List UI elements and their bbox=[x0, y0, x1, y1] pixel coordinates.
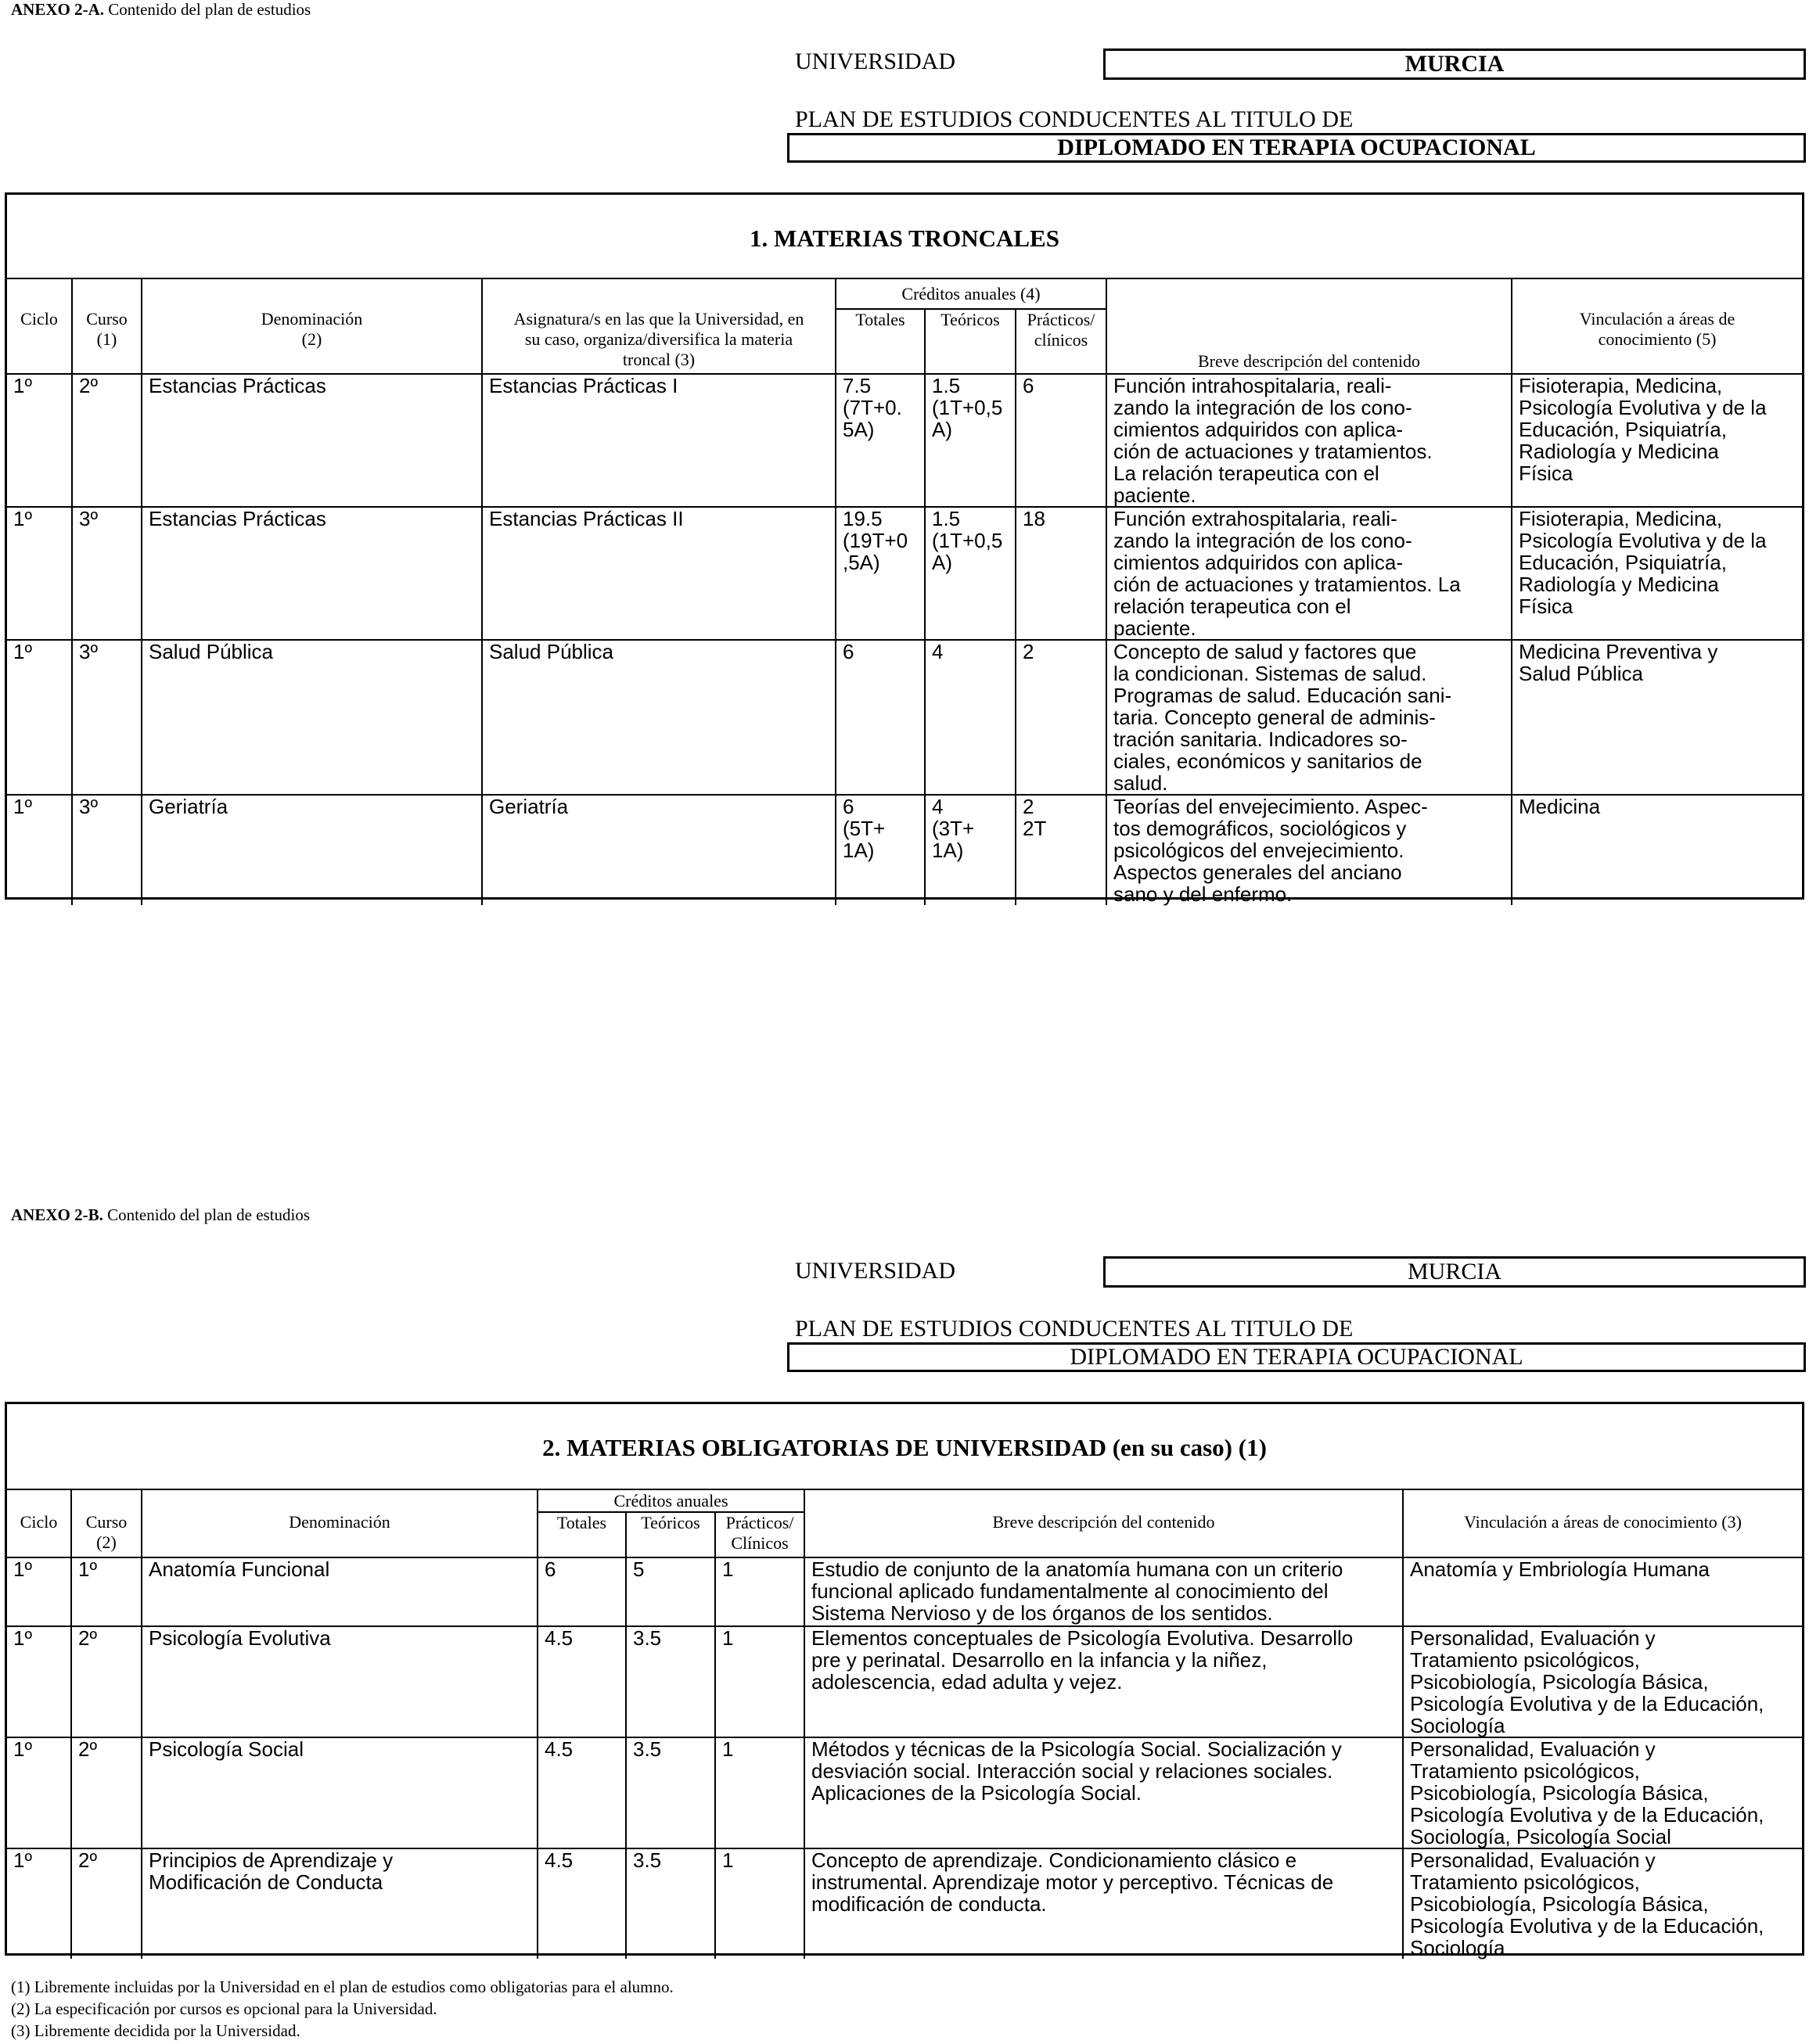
cell-descripcion: Función intrahospitalaria, reali- zando la integración de los cono- cimientos adquiridos con aplica- ción de actuaciones y tratamientos. La relación terapeutica con el paciente. bbox=[1106, 374, 1512, 507]
cell-asignatura: Estancias Prácticas II bbox=[482, 507, 836, 640]
header-spacer bbox=[1512, 279, 1802, 309]
footnotes bbox=[11, 1976, 674, 2042]
cell-descripcion: Concepto de aprendizaje. Condicionamiento clásico e instrumental. Aprendizaje motor y perceptivo. Técnicas de modificación de conducta. bbox=[804, 1848, 1403, 1959]
cell-descripcion: Elementos conceptuales de Psicología Evolutiva. Desarrollo pre y perinatal. Desarrollo en la infancia y la niñez, adolescencia, edad adulta y vejez. bbox=[804, 1626, 1403, 1737]
cell-teoricos: 3.5 bbox=[626, 1737, 715, 1848]
cell-curso: 2º bbox=[71, 1626, 142, 1737]
col-header-vinculacion: Vinculación a áreas de conocimiento (5) bbox=[1512, 309, 1802, 374]
cell-descripcion: Teorías del envejecimiento. Aspec- tos demográficos, sociológicos y psicológicos del envejecimiento. Aspectos generales del anciano sano y del enfermo. bbox=[1106, 795, 1512, 905]
cell-teoricos: 1.5 (1T+0,5 A) bbox=[925, 374, 1016, 507]
header-spacer bbox=[7, 279, 72, 309]
col-header-practicos: Prácticos/ clínicos bbox=[1016, 309, 1106, 374]
annex-a-heading bbox=[11, 0, 311, 20]
cell-descripcion: Concepto de salud y factores que la condicionan. Sistemas de salud. Programas de salud. Educación sani- taria. Concepto general de adminis- tración sanitaria. Indicadores so- ciales, económicos y sanitarios de salud. bbox=[1106, 640, 1512, 795]
cell-denominacion: Estancias Prácticas bbox=[142, 507, 482, 640]
cell-vinculacion: Medicina bbox=[1512, 795, 1802, 905]
cell-denominacion: Principios de Aprendizaje y Modificación de Conducta bbox=[142, 1848, 538, 1959]
cell-vinculacion: Medicina Preventiva y Salud Pública bbox=[1512, 640, 1802, 795]
cell-totales: 6 (5T+ 1A) bbox=[836, 795, 925, 905]
obligatorias-frame bbox=[5, 1402, 1804, 1960]
col-header-curso: Curso (1) bbox=[72, 309, 142, 374]
table-row bbox=[7, 1557, 1802, 1626]
cell-teoricos: 3.5 bbox=[626, 1626, 715, 1737]
cell-curso: 1º bbox=[71, 1557, 142, 1626]
cell-denominacion: Psicología Evolutiva bbox=[142, 1626, 538, 1737]
titulo-value-box: DIPLOMADO EN TERAPIA OCUPACIONAL bbox=[787, 1342, 1806, 1372]
cell-curso: 3º bbox=[72, 507, 142, 640]
annex-a-subtitle: Contenido del plan de estudios bbox=[104, 0, 311, 19]
cell-ciclo: 1º bbox=[7, 795, 72, 905]
col-header-practicos: Prácticos/ Clínicos bbox=[715, 1512, 804, 1557]
cell-ciclo: 1º bbox=[7, 1626, 71, 1737]
cell-practicos: 1 bbox=[715, 1626, 804, 1737]
universidad-label: UNIVERSIDAD bbox=[795, 1258, 955, 1284]
cell-ciclo: 1º bbox=[7, 1848, 71, 1959]
cell-teoricos: 5 bbox=[626, 1557, 715, 1626]
cell-denominacion: Estancias Prácticas bbox=[142, 374, 482, 507]
cell-totales: 4.5 bbox=[538, 1737, 626, 1848]
cell-denominacion: Anatomía Funcional bbox=[142, 1557, 538, 1626]
col-header-teoricos: Teóricos bbox=[626, 1512, 715, 1557]
cell-ciclo: 1º bbox=[7, 374, 72, 507]
table-row bbox=[7, 374, 1802, 507]
header-spacer bbox=[1106, 279, 1512, 309]
plan-label: PLAN DE ESTUDIOS CONDUCENTES AL TITULO DE bbox=[795, 106, 1354, 132]
col-header-ciclo: Ciclo bbox=[7, 1512, 71, 1557]
titulo-value-box: DIPLOMADO EN TERAPIA OCUPACIONAL bbox=[787, 133, 1806, 163]
col-header-totales: Totales bbox=[836, 309, 925, 374]
cell-totales: 4.5 bbox=[538, 1626, 626, 1737]
annex-b-label: ANEXO 2-B. bbox=[11, 1205, 103, 1224]
cell-totales: 4.5 bbox=[538, 1848, 626, 1959]
cell-practicos: 1 bbox=[715, 1848, 804, 1959]
footnote: (2) La especificación por cursos es opcional para la Universidad. bbox=[11, 1999, 437, 2018]
cell-ciclo: 1º bbox=[7, 507, 72, 640]
col-header-curso: Curso (2) bbox=[71, 1512, 142, 1557]
col-header-descripcion: Breve descripción del contenido bbox=[804, 1512, 1403, 1557]
cell-vinculacion: Personalidad, Evaluación y Tratamiento psicológicos, Psicobiología, Psicología Básica, Psicología Evolutiva y de la Educación, Sociología bbox=[1403, 1626, 1802, 1737]
cell-teoricos: 4 bbox=[925, 640, 1016, 795]
universidad-label: UNIVERSIDAD bbox=[795, 48, 955, 74]
cell-teoricos: 4 (3T+ 1A) bbox=[925, 795, 1016, 905]
table-row bbox=[7, 507, 1802, 640]
table-row bbox=[7, 1737, 1802, 1848]
col-header-descripcion: Breve descripción del contenido bbox=[1106, 309, 1512, 374]
cell-ciclo: 1º bbox=[7, 1557, 71, 1626]
cell-practicos: 1 bbox=[715, 1557, 804, 1626]
cell-totales: 7.5 (7T+0. 5A) bbox=[836, 374, 925, 507]
col-header-denominacion: Denominación bbox=[142, 1512, 538, 1557]
footnote: (1) Libremente incluidas por la Universidad en el plan de estudios como obligatorias para el alumno. bbox=[11, 1978, 674, 1996]
cell-vinculacion: Fisioterapia, Medicina, Psicología Evolutiva y de la Educación, Psiquiatría, Radiología y Medicina Física bbox=[1512, 374, 1802, 507]
cell-vinculacion: Anatomía y Embriología Humana bbox=[1403, 1557, 1802, 1626]
section-title: 1. MATERIAS TRONCALES bbox=[7, 195, 1802, 279]
cell-descripcion: Estudio de conjunto de la anatomía humana con un criterio funcional aplicado fundamentalmente al conocimiento del Sistema Nervioso y de los órganos de los sentidos. bbox=[804, 1557, 1403, 1626]
cell-totales: 6 bbox=[538, 1557, 626, 1626]
obligatorias-table bbox=[7, 1490, 1802, 1959]
table-row bbox=[7, 795, 1802, 905]
cell-asignatura: Estancias Prácticas I bbox=[482, 374, 836, 507]
section-title: 2. MATERIAS OBLIGATORIAS DE UNIVERSIDAD (en su caso) (1) bbox=[7, 1404, 1802, 1490]
cell-denominacion: Psicología Social bbox=[142, 1737, 538, 1848]
col-header-denominacion: Denominación (2) bbox=[142, 309, 482, 374]
header-spacer bbox=[7, 1490, 71, 1512]
troncales-frame bbox=[5, 192, 1804, 906]
cell-vinculacion: Fisioterapia, Medicina, Psicología Evolutiva y de la Educación, Psiquiatría, Radiología y Medicina Física bbox=[1512, 507, 1802, 640]
universidad-value-box: MURCIA bbox=[1103, 48, 1806, 80]
cell-curso: 2º bbox=[72, 374, 142, 507]
cell-asignatura: Salud Pública bbox=[482, 640, 836, 795]
header-spacer bbox=[142, 1490, 538, 1512]
universidad-value-box: MURCIA bbox=[1103, 1256, 1806, 1288]
cell-asignatura: Geriatría bbox=[482, 795, 836, 905]
cell-curso: 3º bbox=[72, 640, 142, 795]
footnote: (3) Libremente decidida por la Universidad. bbox=[11, 2021, 300, 2040]
cell-curso: 3º bbox=[72, 795, 142, 905]
header-spacer bbox=[142, 279, 482, 309]
cell-descripcion: Métodos y técnicas de la Psicología Social. Socialización y desviación social. Interacción social y relaciones sociales. Aplicaciones de la Psicología Social. bbox=[804, 1737, 1403, 1848]
header-spacer bbox=[482, 279, 836, 309]
cell-totales: 19.5 (19T+0 ,5A) bbox=[836, 507, 925, 640]
cell-practicos: 1 bbox=[715, 1737, 804, 1848]
cell-vinculacion: Personalidad, Evaluación y Tratamiento psicológicos, Psicobiología, Psicología Básica, Psicología Evolutiva y de la Educación, Sociología bbox=[1403, 1848, 1802, 1959]
cell-teoricos: 3.5 bbox=[626, 1848, 715, 1959]
col-header-vinculacion: Vinculación a áreas de conocimiento (3) bbox=[1403, 1512, 1802, 1557]
annex-a-label: ANEXO 2-A. bbox=[11, 0, 104, 19]
cell-practicos: 2 2T bbox=[1016, 795, 1106, 905]
annex-b-subtitle: Contenido del plan de estudios bbox=[102, 1205, 311, 1224]
troncales-table bbox=[7, 279, 1802, 905]
table-row bbox=[7, 640, 1802, 795]
cell-vinculacion: Personalidad, Evaluación y Tratamiento psicológicos, Psicobiología, Psicología Básica, Psicología Evolutiva y de la Educación, Sociología, Psicología Social bbox=[1403, 1737, 1802, 1848]
table-row bbox=[7, 1848, 1802, 1959]
header-spacer bbox=[804, 1490, 1403, 1512]
cell-denominacion: Geriatría bbox=[142, 795, 482, 905]
cell-denominacion: Salud Pública bbox=[142, 640, 482, 795]
cell-ciclo: 1º bbox=[7, 1737, 71, 1848]
cell-totales: 6 bbox=[836, 640, 925, 795]
cell-curso: 2º bbox=[71, 1848, 142, 1959]
creditos-header: Créditos anuales bbox=[538, 1490, 804, 1512]
creditos-header: Créditos anuales (4) bbox=[836, 279, 1106, 309]
cell-practicos: 2 bbox=[1016, 640, 1106, 795]
header-spacer bbox=[72, 279, 142, 309]
cell-descripcion: Función extrahospitalaria, reali- zando la integración de los cono- cimientos adquiridos con aplica- ción de actuaciones y tratamientos. La relación terapeutica con el paciente. bbox=[1106, 507, 1512, 640]
cell-ciclo: 1º bbox=[7, 640, 72, 795]
col-header-teoricos: Teóricos bbox=[925, 309, 1016, 374]
cell-curso: 2º bbox=[71, 1737, 142, 1848]
cell-practicos: 6 bbox=[1016, 374, 1106, 507]
header-spacer bbox=[1403, 1490, 1802, 1512]
cell-teoricos: 1.5 (1T+0,5 A) bbox=[925, 507, 1016, 640]
annex-b-heading bbox=[11, 1205, 310, 1225]
header-spacer bbox=[71, 1490, 142, 1512]
col-header-ciclo: Ciclo bbox=[7, 309, 72, 374]
plan-label: PLAN DE ESTUDIOS CONDUCENTES AL TITULO DE bbox=[795, 1316, 1354, 1342]
cell-practicos: 18 bbox=[1016, 507, 1106, 640]
table-row bbox=[7, 1626, 1802, 1737]
col-header-totales: Totales bbox=[538, 1512, 626, 1557]
col-header-asignatura: Asignatura/s en las que la Universidad, en su caso, organiza/diversifica la materia troncal (3) bbox=[482, 309, 836, 374]
